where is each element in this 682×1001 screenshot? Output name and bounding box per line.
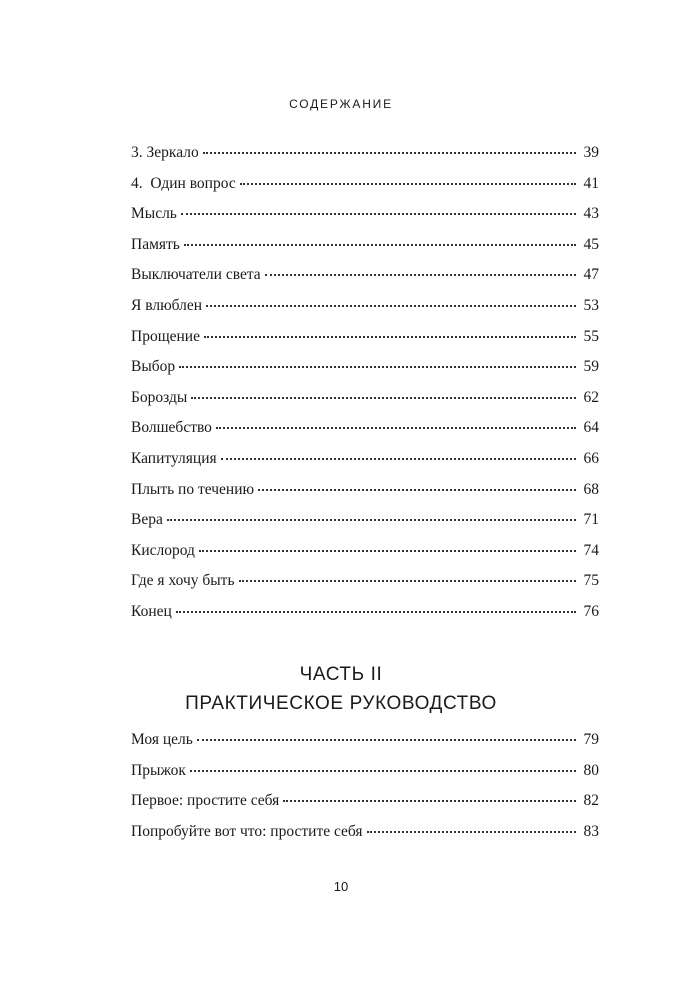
toc-entry[interactable]: [131, 389, 599, 420]
toc-entry[interactable]: [131, 762, 599, 793]
dot-leader: [176, 611, 576, 613]
toc-entry-page: 68: [583, 480, 599, 498]
toc-entry-page: 59: [583, 358, 599, 376]
toc-entry-title: Где я хочу быть: [131, 572, 235, 590]
dot-leader: [167, 519, 576, 521]
toc-entry-page: 41: [583, 174, 599, 192]
toc-entry[interactable]: [131, 144, 599, 175]
toc-list-part-2: [131, 731, 599, 853]
toc-entry-page: 53: [583, 296, 599, 314]
toc-entry-page: 62: [583, 388, 599, 406]
dot-leader: [240, 183, 576, 185]
toc-entry-title: Капитуляция: [131, 449, 217, 467]
toc-entry-page: 76: [583, 602, 599, 620]
toc-entry-title: Попробуйте вот что: простите себя: [131, 822, 363, 840]
dot-leader: [216, 427, 576, 429]
dot-leader: [239, 580, 576, 582]
toc-entry[interactable]: [131, 823, 599, 854]
toc-entry[interactable]: [131, 511, 599, 542]
toc-entry[interactable]: [131, 328, 599, 359]
toc-entry-title: Кислород: [131, 541, 195, 559]
toc-entry[interactable]: [131, 266, 599, 297]
toc-list-part-1: [131, 144, 599, 634]
toc-entry[interactable]: [131, 297, 599, 328]
toc-entry[interactable]: [131, 358, 599, 389]
toc-entry-page: 79: [583, 731, 599, 748]
toc-entry[interactable]: [131, 731, 599, 762]
dot-leader: [199, 550, 576, 552]
toc-entry-title: Конец: [131, 602, 172, 620]
toc-entry-title: Память: [131, 235, 180, 253]
dot-leader: [206, 305, 576, 307]
dot-leader: [191, 397, 576, 399]
toc-entry-page: 74: [583, 541, 599, 559]
toc-entry-page: 64: [583, 419, 599, 437]
toc-entry-page: 47: [583, 266, 599, 284]
toc-entry-page: 55: [583, 327, 599, 345]
dot-leader: [184, 244, 576, 246]
toc-entry-title: Волшебство: [131, 419, 212, 437]
toc-entry[interactable]: [131, 481, 599, 512]
dot-leader: [204, 336, 576, 338]
toc-entry-title: Выключатели света: [131, 266, 261, 284]
toc-entry-page: 43: [583, 205, 599, 223]
toc-entry-title: Мысль: [131, 205, 177, 223]
toc-entry-page: 66: [583, 449, 599, 467]
running-head: СОДЕРЖАНИЕ: [289, 97, 393, 111]
dot-leader: [197, 739, 576, 741]
toc-entry-page: 82: [583, 792, 599, 810]
dot-leader: [258, 489, 576, 491]
toc-entry-title: Первое: простите себя: [131, 792, 280, 810]
toc-entry[interactable]: [131, 792, 599, 823]
toc-entry[interactable]: [131, 205, 599, 236]
toc-entry[interactable]: [131, 572, 599, 603]
toc-entry-title: Прыжок: [131, 761, 186, 779]
toc-entry[interactable]: [131, 419, 599, 450]
toc-entry-page: 75: [583, 572, 599, 590]
dot-leader: [265, 274, 576, 276]
toc-entry-page: 80: [583, 761, 599, 779]
toc-entry-title: Выбор: [131, 358, 176, 376]
toc-entry-title: Борозды: [131, 388, 188, 406]
dot-leader: [283, 800, 576, 802]
dot-leader: [181, 213, 576, 215]
page-number: 10: [333, 879, 349, 894]
toc-entry-page: 45: [583, 235, 599, 253]
part-title: ПРАКТИЧЕСКОЕ РУКОВОДСТВО: [185, 693, 497, 714]
dot-leader: [190, 770, 576, 772]
toc-entry[interactable]: [131, 236, 599, 267]
dot-leader: [203, 152, 576, 154]
toc-entry-title: Я влюблен: [131, 296, 203, 314]
toc-entry-title: 4. Один вопрос: [131, 174, 236, 192]
toc-entry[interactable]: [131, 175, 599, 206]
dot-leader: [221, 458, 576, 460]
toc-entry[interactable]: [131, 542, 599, 573]
toc-entry-title: Вера: [131, 511, 163, 529]
toc-entry[interactable]: [131, 450, 599, 481]
toc-entry-title: Прощение: [131, 327, 200, 345]
toc-entry-title: Плыть по течению: [131, 480, 255, 498]
toc-entry-page: 71: [583, 511, 599, 529]
toc-entry-title: Моя цель: [131, 731, 193, 748]
part-label: ЧАСТЬ II: [299, 664, 383, 685]
toc-entry-page: 39: [583, 144, 599, 161]
toc-entry[interactable]: [131, 603, 599, 634]
toc-entry-title: 3. Зеркало: [131, 144, 199, 161]
dot-leader: [367, 831, 576, 833]
dot-leader: [179, 366, 576, 368]
toc-entry-page: 83: [583, 822, 599, 840]
